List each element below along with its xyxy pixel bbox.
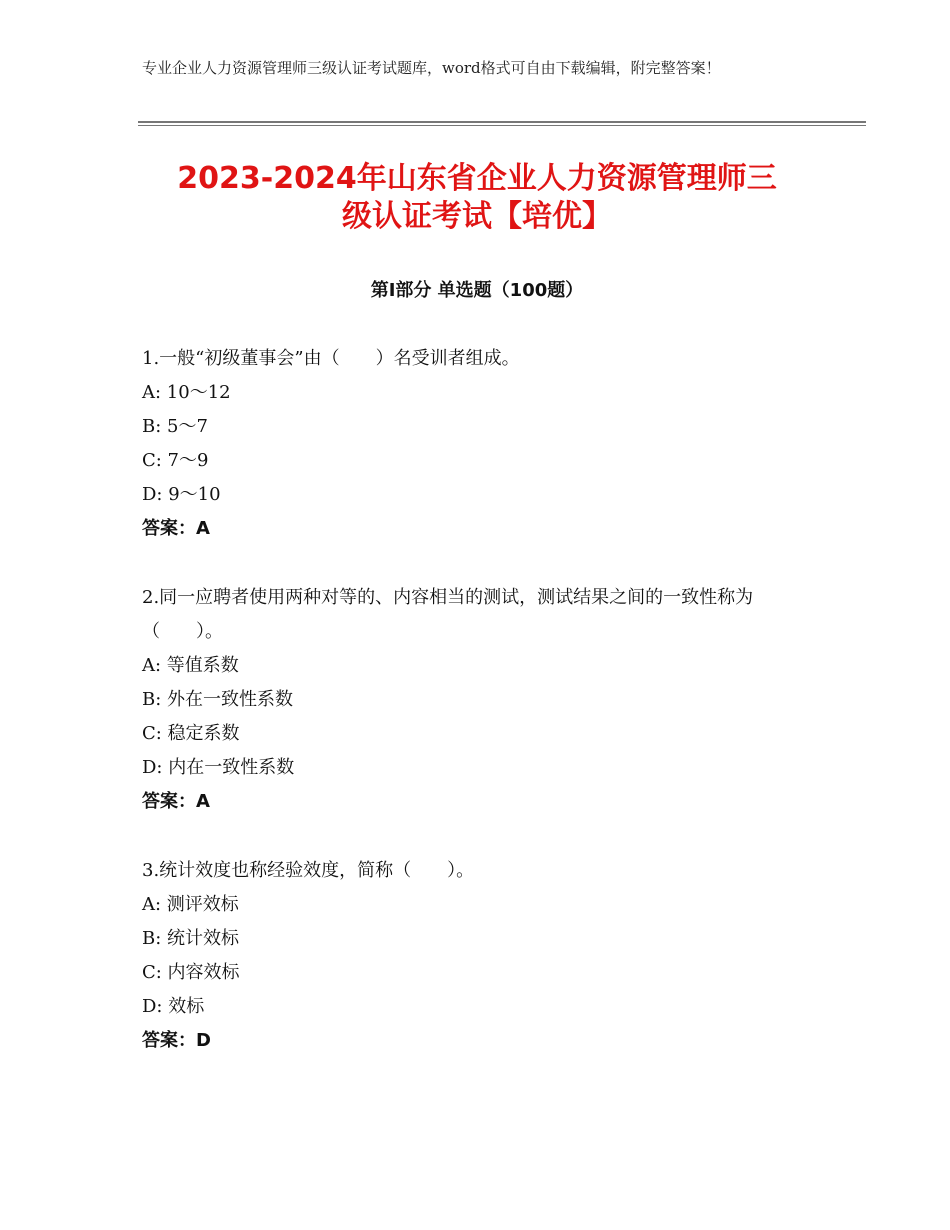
option-b: B: 统计效标 (142, 928, 240, 949)
question-stem: 3.统计效度也称经验效度，简称（ ）。 (142, 860, 475, 881)
document-header-note: 专业企业人力资源管理师三级认证考试题库，word格式可自由下载编辑，附完整答案！ (142, 59, 721, 77)
option-c: C: 7～9 (142, 450, 209, 471)
question-block (142, 581, 802, 819)
document-title (142, 160, 812, 236)
option-b: B: 外在一致性系数 (142, 689, 294, 710)
header-divider-thin (138, 125, 866, 126)
option-d: D: 9～10 (142, 484, 221, 505)
document-title-line-1: 2023-2024年山东省企业人力资源管理师三 (177, 161, 777, 196)
answer-line: 答案：A (142, 518, 210, 539)
option-a: A: 10～12 (142, 382, 231, 403)
option-d: D: 效标 (142, 996, 205, 1017)
section-heading: 第Ⅰ部分 单选题（100题） (370, 280, 584, 301)
question-stem: 1.一般“初级董事会”由（ ）名受训者组成。 (142, 348, 520, 369)
question-block (142, 342, 802, 546)
answer-line: 答案：A (142, 791, 210, 812)
option-a: A: 等值系数 (142, 655, 239, 676)
option-a: A: 测评效标 (142, 894, 239, 915)
option-c: C: 内容效标 (142, 962, 240, 983)
option-c: C: 稳定系数 (142, 723, 240, 744)
option-b: B: 5～7 (142, 416, 208, 437)
header-divider-thick (138, 121, 866, 123)
answer-line: 答案：D (142, 1030, 211, 1051)
document-title-line-2: 级认证考试【培优】 (342, 199, 612, 234)
question-stem: 2.同一应聘者使用两种对等的、内容相当的测试，测试结果之间的一致性称为（ ）。 (142, 587, 754, 642)
question-block (142, 854, 802, 1058)
option-d: D: 内在一致性系数 (142, 757, 295, 778)
